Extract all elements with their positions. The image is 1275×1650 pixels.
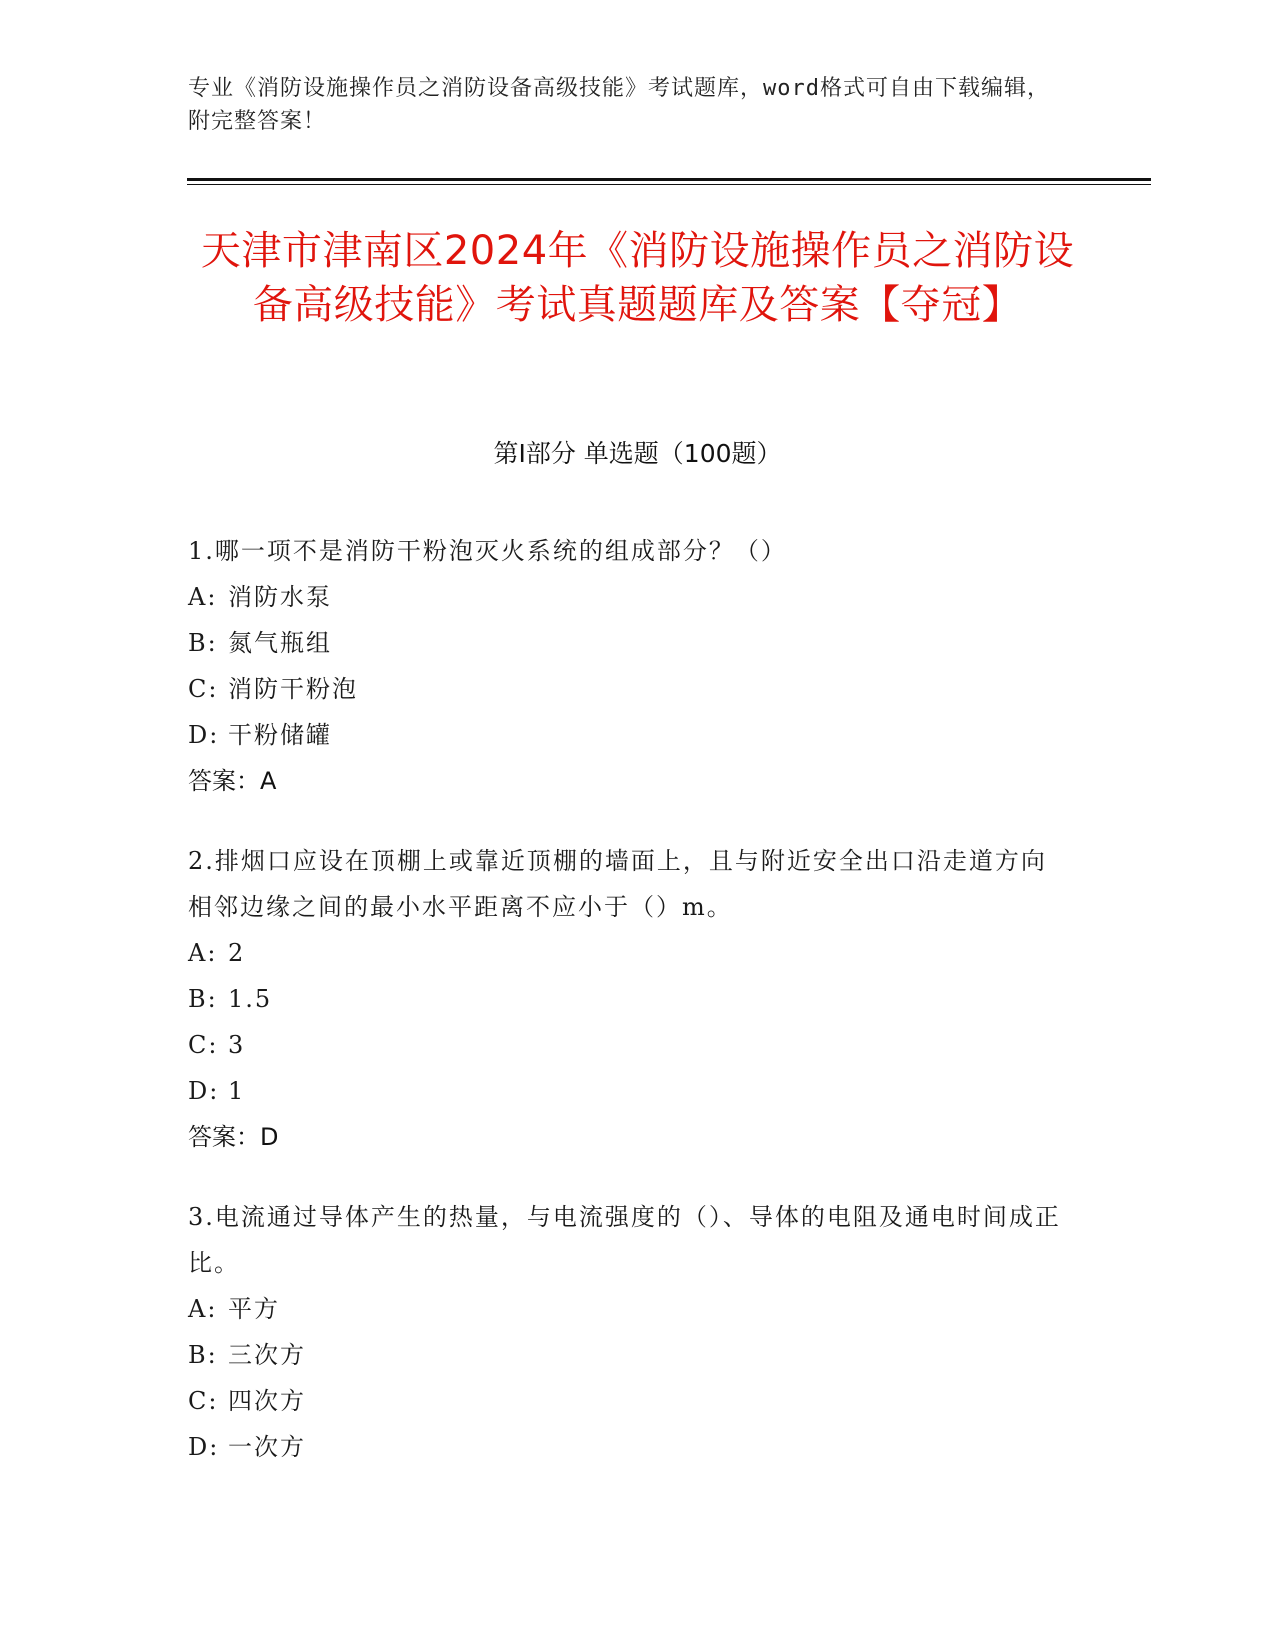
header-rule-thick (187, 178, 1151, 181)
question-3 (188, 1194, 1068, 1470)
option-letter: A: (188, 1295, 218, 1323)
question-text: 1.哪一项不是消防干粉泡灭火系统的组成部分？（） (188, 537, 787, 565)
option-text: 2 (228, 939, 246, 967)
document-title: 天津市津南区2024年《消防设施操作员之消防设备高级技能》考试真题题库及答案【夺冠】 (200, 228, 1075, 328)
option-letter: B: (188, 985, 218, 1013)
option-text: 四次方 (228, 1387, 306, 1415)
question-2 (188, 838, 1068, 1160)
section-heading: 第I部分 单选题（100题） (493, 439, 782, 468)
option-letter: A: (188, 939, 218, 967)
option-text: 三次方 (228, 1341, 306, 1369)
option-letter: C: (188, 675, 219, 703)
option-d (188, 1424, 1068, 1470)
option-a (188, 930, 1068, 976)
option-text: 消防水泵 (228, 583, 332, 611)
option-letter: D: (188, 721, 220, 749)
question-text: 2.排烟口应设在顶棚上或靠近顶棚的墙面上，且与附近安全出口沿走道方向相邻边缘之间的最小水平距离不应小于（）m。 (188, 847, 1047, 921)
option-text: 1 (228, 1077, 246, 1105)
option-letter: B: (188, 629, 218, 657)
option-c (188, 1022, 1068, 1068)
option-text: 平方 (228, 1295, 280, 1323)
option-letter: D: (188, 1077, 220, 1105)
option-b (188, 1332, 1068, 1378)
option-letter: B: (188, 1341, 218, 1369)
answer-label: 答案：D (188, 1123, 279, 1151)
option-text: 氮气瓶组 (228, 629, 332, 657)
option-a (188, 574, 1068, 620)
question-list (188, 528, 1068, 1504)
option-letter: C: (188, 1387, 219, 1415)
option-d (188, 712, 1068, 758)
option-text: 1.5 (228, 985, 273, 1013)
option-d (188, 1068, 1068, 1114)
answer-label: 答案：A (188, 767, 277, 795)
option-b (188, 620, 1068, 666)
question-1 (188, 528, 1068, 804)
header-note: 专业《消防设施操作员之消防设备高级技能》考试题库，word格式可自由下载编辑，附完整答案！ (188, 76, 1050, 134)
option-text: 3 (228, 1031, 246, 1059)
question-text: 3.电流通过导体产生的热量，与电流强度的（）、导体的电阻及通电时间成正比。 (188, 1203, 1061, 1277)
header-rule-thin (187, 184, 1151, 185)
option-a (188, 1286, 1068, 1332)
option-letter: C: (188, 1031, 219, 1059)
option-letter: D: (188, 1433, 220, 1461)
option-text: 一次方 (228, 1433, 306, 1461)
option-text: 干粉储罐 (228, 721, 332, 749)
option-b (188, 976, 1068, 1022)
option-c (188, 666, 1068, 712)
option-letter: A: (188, 583, 218, 611)
option-c (188, 1378, 1068, 1424)
option-text: 消防干粉泡 (228, 675, 358, 703)
